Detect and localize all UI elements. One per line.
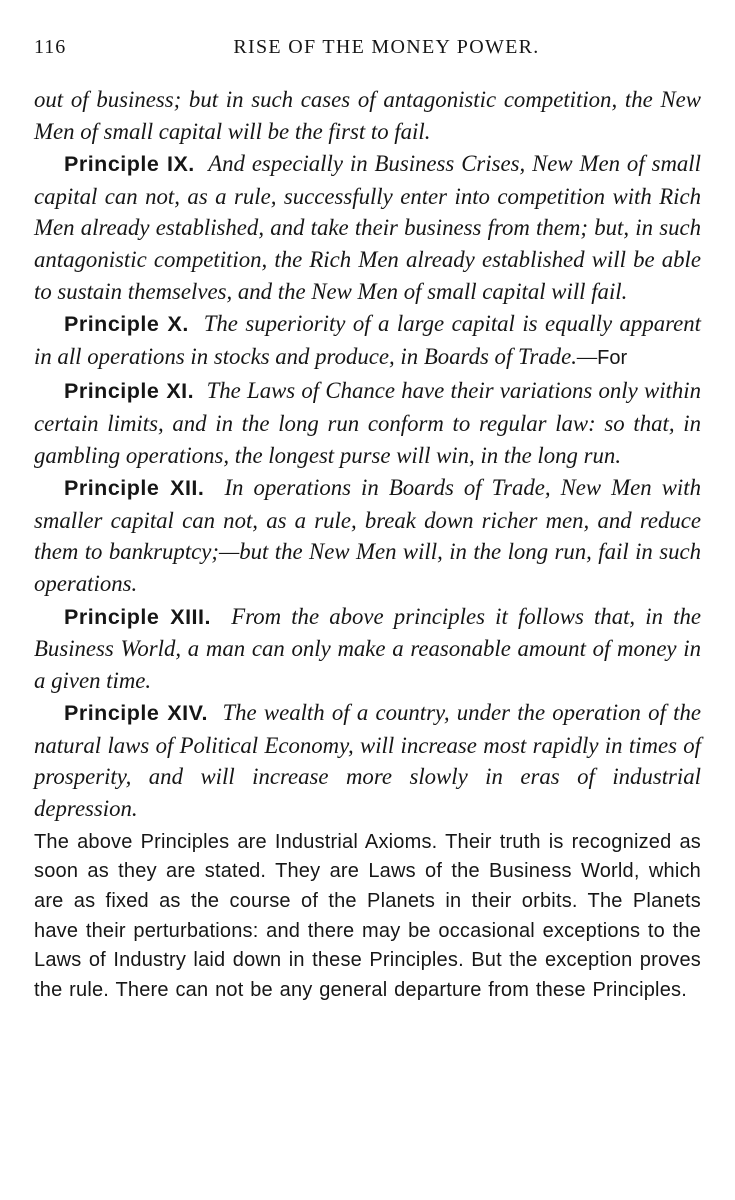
principle-label: Principle XIV.: [64, 701, 208, 726]
principle-text: The superiority of a large capital is equally apparent in all operations in stocks and produce, in Boards of Trade.—: [34, 311, 701, 369]
principle-text: The wealth of a country, under the operation of the natural laws of Political Economy, will increase most rapidly in times of prosperity, and will increase more slowly in eras of industrial depression.: [34, 700, 701, 822]
principle-text: The Laws of Chance have their variations only within certain limits, and in the long run conform to regular law: so that, in gambling operations, the longest purse will win, in the long run.: [34, 378, 701, 468]
principle-xi: [34, 375, 701, 471]
principle-text: In operations in Boards of Trade, New Men with smaller capital can not, as a rule, break down richer men, and reduce them to bankruptcy;—but the New Men will, in the long run, fail in such operations.: [34, 475, 701, 596]
principle-label: Principle XII.: [64, 476, 205, 501]
closing-paragraph: The above Principles are Industrial Axioms. Their truth is recognized as soon as they are stated. They are Laws of the Business World, which are as fixed as the course of the Planets in their orbits. The Planets have their perturbations: and there may be occasional exceptions to the Laws of Industry laid down in these Principles. But the exception proves the rule. There can not be any general departure from these Principles.: [34, 830, 701, 1002]
principle-x: [34, 308, 701, 374]
principle-label: Principle XIII.: [64, 604, 211, 629]
principle-xiv: [34, 697, 701, 824]
principle-xii: [34, 472, 701, 599]
principle-text: And especially in Business Crises, New Men of small capital can not, as a rule, successfully enter into competition with Rich Men already established, and take their business from them; but, in such antagonistic competition, the Rich Men already established will be able to sustain themselves, and the New Men of small capital will fail.: [34, 151, 701, 304]
principle-ix: [34, 148, 701, 307]
running-head: RISE OF THE MONEY POWER.: [233, 36, 540, 58]
principle-label: Principle XI.: [64, 379, 195, 404]
principle-text: From the above principles it follows that, in the Business World, a man can only make a reasonable amount of money in a given time.: [34, 603, 701, 693]
page-header: [34, 36, 701, 64]
principle-trailing-word: For: [597, 346, 628, 369]
page-number: 116: [34, 36, 67, 58]
body-text: [34, 84, 701, 1006]
principle-xiii: [34, 601, 701, 697]
principle-label: Principle X.: [64, 312, 189, 337]
principle-label: Principle IX.: [64, 152, 195, 177]
opening-paragraph: out of business; but in such cases of antagonistic competition, the New Men of small capital will be the first to fail.: [34, 87, 701, 144]
